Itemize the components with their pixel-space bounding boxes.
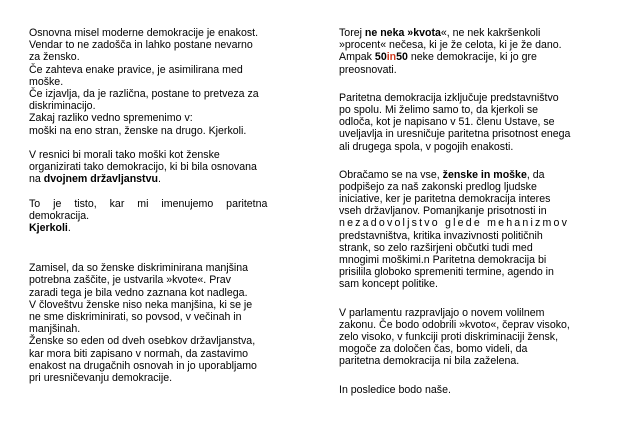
text-line: moške. bbox=[29, 75, 64, 88]
text-line: demokracija. bbox=[29, 209, 90, 222]
text-line: V človeštvu ženske niso neka manjšina, ki se je bbox=[29, 298, 253, 311]
right-paragraph-4 bbox=[339, 307, 591, 368]
text-line: pri uresničevanju demokracije. bbox=[29, 371, 173, 384]
left-paragraph-3 bbox=[29, 198, 281, 235]
text-span: . bbox=[157, 173, 161, 186]
right-paragraph-2 bbox=[339, 92, 591, 153]
text-line: enakost na drugačnih osnovah in jo uporabljamo bbox=[29, 359, 257, 372]
text-span: na bbox=[29, 173, 44, 186]
bold-phrase: dvojnem državljanstvu bbox=[43, 173, 158, 186]
text-line: In posledice bodo naše. bbox=[339, 383, 451, 396]
text-line bbox=[29, 173, 281, 185]
text-span: Vendar to ne zadošča in lahko postane nevarno bbox=[29, 39, 253, 52]
paragraph-gap bbox=[29, 137, 281, 149]
text-line: strank, so zelo razširjeni občutki tudi med bbox=[339, 241, 533, 254]
text-span: Obračamo se na vse, bbox=[339, 168, 443, 181]
text-line: manjšinah. bbox=[29, 323, 81, 336]
text-line: ne sme diskriminirati, so povsod, v večinah in bbox=[29, 310, 242, 323]
bold-phrase: ne neka »kvota bbox=[364, 27, 441, 39]
right-paragraph-5 bbox=[339, 384, 591, 396]
paragraph-gap bbox=[339, 153, 591, 169]
paragraph-gap bbox=[29, 234, 281, 262]
text-line: odloča, kot je napisano v 51. členu Ustave, se bbox=[339, 116, 555, 129]
text-line: mnogimi moškimi.n Paritetna demokracija bi bbox=[339, 254, 547, 266]
text-line: Zakaj razliko vedno spremenimo v: bbox=[29, 112, 193, 125]
text-line: Če izjavlja, da je različna, postane to pretveza za bbox=[29, 87, 259, 100]
paragraph-gap bbox=[339, 368, 591, 384]
text-line: paritetna demokracija ni bila zaželena. bbox=[339, 355, 520, 368]
text-line bbox=[29, 39, 281, 51]
bold-number: 50 bbox=[374, 51, 387, 64]
text-span: «, ne nek kakršenkoli bbox=[440, 27, 541, 39]
text-line bbox=[339, 51, 591, 63]
text-line: diskriminacijo. bbox=[29, 100, 96, 113]
text-line: »procent« nečesa, ki je že celota, ki je že dano. bbox=[339, 39, 562, 52]
text-line: zakonu. Če bodo odobrili »kvoto«, čeprav visoko, bbox=[339, 318, 570, 331]
text-line: prisilila globoko spremeniti termine, agendo in bbox=[339, 266, 554, 279]
text-line: uveljavlja in uresničuje paritetna prisotnost enega bbox=[339, 128, 571, 141]
text-line bbox=[339, 27, 591, 39]
bold-number: 50 bbox=[396, 51, 408, 64]
text-line: Zamisel, da so ženske diskriminirana manjšina bbox=[29, 262, 249, 275]
text-line: kar mora biti zapisano v normah, da zastavimo bbox=[29, 347, 249, 360]
text-line: iniciative, ker je paritetna demokracija interes bbox=[339, 193, 551, 206]
text-line: vseh državljanov. Pomanjkanje prisotnosti in bbox=[339, 205, 547, 218]
left-paragraph-1 bbox=[29, 27, 281, 137]
right-paragraph-3 bbox=[339, 169, 591, 291]
text-line: za žensko. bbox=[29, 51, 80, 64]
text-line: nezadovoljstvo glede mehanizmov bbox=[339, 217, 570, 230]
text-line: moški na eno stran, ženske na drugo. Kjerkoli. bbox=[29, 124, 247, 137]
text-line: Če zahteva enake pravice, je asimilirana med bbox=[29, 63, 243, 76]
text-line: predstavništva, kritika invazivnosti političnih bbox=[339, 229, 543, 242]
text-line: potrebna zaščite, je ustvarila »kvote«. Prav bbox=[29, 274, 231, 287]
text-line bbox=[29, 222, 281, 234]
text-line: ali drugega spola, v pogojih enakosti. bbox=[339, 140, 514, 153]
text-line: Paritetna demokracija izključuje predstavništvo bbox=[339, 91, 559, 104]
text-line bbox=[339, 169, 591, 181]
text-line: mogoče za določen čas, bomo videli, da bbox=[339, 343, 528, 356]
text-span: , da bbox=[526, 168, 545, 181]
right-column bbox=[339, 27, 591, 396]
text-line: Ženske so eden od dveh osebkov državljanstva, bbox=[29, 335, 256, 348]
paragraph-gap bbox=[339, 76, 591, 92]
text-span: neke demokracije, ki jo gre bbox=[407, 51, 537, 64]
text-span: . bbox=[67, 222, 71, 234]
bold-phrase: Kjerkoli bbox=[29, 222, 68, 234]
text-line: podpišejo za naš zakonski predlog ljudske bbox=[339, 180, 537, 193]
text-line: zelo visoko, v funkciji proti diskriminaciji žensk, bbox=[339, 330, 559, 343]
text-span: Ampak bbox=[339, 51, 375, 64]
bold-phrase: ženske in moške bbox=[442, 168, 527, 181]
text-line: sam koncept politike. bbox=[339, 278, 438, 291]
text-line: Osnovna misel moderne demokracije je enakost. bbox=[29, 27, 259, 39]
text-line: preosnovati. bbox=[339, 63, 397, 76]
text-line: organizirati tako demokracijo, ki bi bila osnovana bbox=[29, 161, 257, 174]
accent-word: in bbox=[386, 51, 397, 64]
text-line: zaradi tega je bila vedno zaznana kot nadlega. bbox=[29, 286, 248, 299]
right-paragraph-1 bbox=[339, 27, 591, 76]
left-paragraph-2 bbox=[29, 149, 281, 186]
text-line: To je tisto, kar mi imenujemo paritetna bbox=[29, 197, 268, 210]
text-line: po spolu. Mi želimo samo to, da kjerkoli se bbox=[339, 103, 539, 116]
text-span: Torej bbox=[339, 27, 365, 39]
left-paragraph-4 bbox=[29, 262, 281, 384]
paragraph-gap bbox=[339, 291, 591, 307]
text-line: V parlamentu razpravljajo o novem volilnem bbox=[339, 306, 545, 319]
left-column bbox=[29, 27, 281, 384]
paragraph-gap bbox=[29, 185, 281, 197]
text-line: V resnici bi morali tako moški kot ženske bbox=[29, 148, 220, 161]
